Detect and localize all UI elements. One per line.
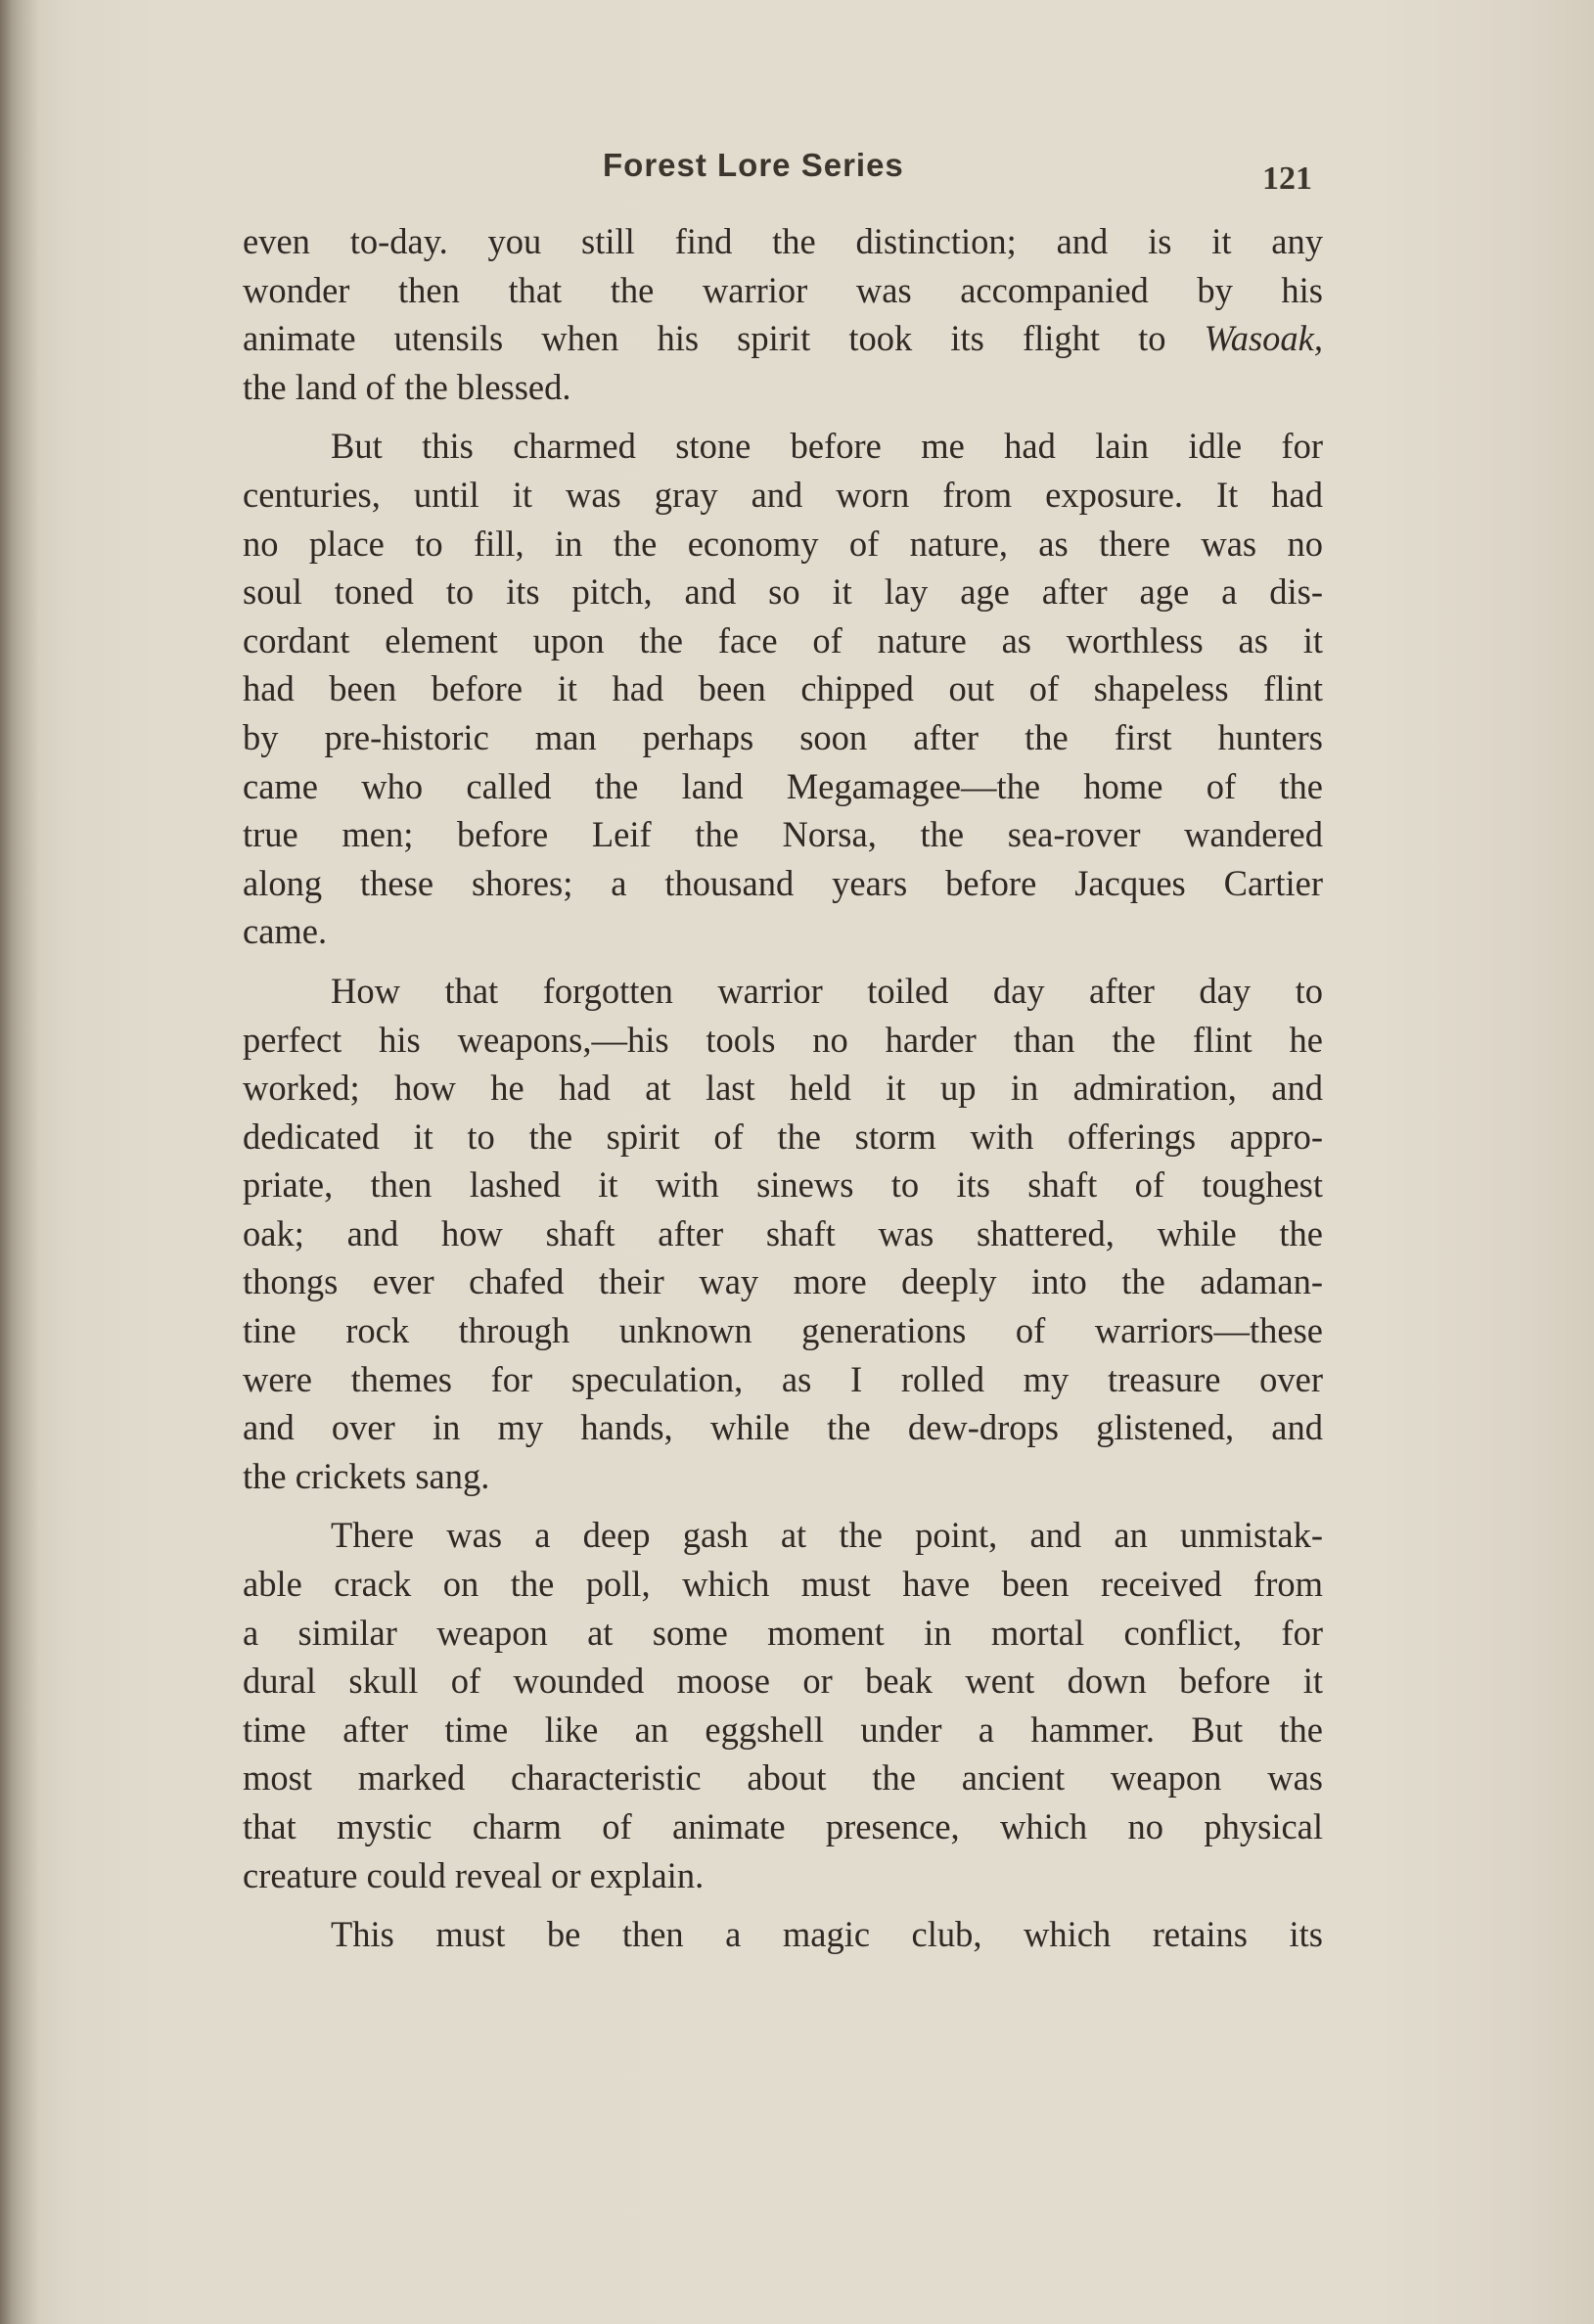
text-line: priate, then lashed it with sinews to its shaft of toughest bbox=[243, 1164, 1323, 1206]
text-line: and over in my hands, while the dew-drops glistened, and bbox=[243, 1407, 1323, 1448]
text-line: were themes for speculation, as I rolled my treasure over bbox=[243, 1358, 1323, 1399]
text-line: a similar weapon at some moment in mortal conflict, for bbox=[243, 1612, 1323, 1653]
text-line: came. bbox=[243, 911, 328, 952]
text-line: This must be then a magic club, which retains its bbox=[331, 1914, 1323, 1955]
text-line: had been before it had been chipped out of shapeless flint bbox=[243, 668, 1323, 709]
paragraph-5 bbox=[243, 1910, 1323, 1959]
text-line: creature could reveal or explain. bbox=[243, 1854, 705, 1895]
text-line: centuries, until it was gray and worn from exposure. It had bbox=[243, 474, 1323, 515]
italic-word: Wasoak, bbox=[1204, 318, 1324, 359]
text-line: thongs ever chafed their way more deeply into the adaman- bbox=[243, 1261, 1323, 1302]
text-line: even to-day. you still find the distinction; and is it any bbox=[243, 221, 1323, 261]
text-line-segment: animate utensils when his spirit took its flight to bbox=[243, 318, 1166, 359]
running-head: Forest Lore Series bbox=[603, 147, 904, 183]
text-line: tine rock through unknown generations of warriors—these bbox=[243, 1310, 1323, 1351]
paragraph-1 bbox=[243, 217, 1323, 411]
text-line: But this charmed stone before me had lain idle for bbox=[331, 426, 1323, 467]
text-line: dedicated it to the spirit of the storm with offerings appro- bbox=[243, 1116, 1323, 1157]
paragraph-4 bbox=[243, 1511, 1323, 1899]
text-line: perfect his weapons,—his tools no harder than the flint he bbox=[243, 1019, 1323, 1060]
text-line: wonder then that the warrior was accompanied by his bbox=[243, 269, 1323, 310]
text-line: dural skull of wounded moose or beak went down before it bbox=[243, 1661, 1323, 1702]
text-line: able crack on the poll, which must have been received from bbox=[243, 1564, 1323, 1605]
text-line: came who called the land Megamagee—the home of the bbox=[243, 765, 1323, 806]
text-line: soul toned to its pitch, and so it lay age after age a dis- bbox=[243, 571, 1323, 613]
text-line: the land of the blessed. bbox=[243, 366, 571, 407]
text-line: cordant element upon the face of nature as worthless as it bbox=[243, 619, 1323, 661]
text-line: the crickets sang. bbox=[243, 1455, 490, 1496]
paragraph-3 bbox=[243, 967, 1323, 1501]
text-line: most marked characteristic about the ancient weapon was bbox=[243, 1757, 1323, 1799]
text-line: time after time like an eggshell under a hammer. But the bbox=[243, 1709, 1323, 1750]
text-line: worked; how he had at last held it up in admiration, and bbox=[243, 1068, 1323, 1109]
body-text bbox=[243, 217, 1323, 1970]
text-line: that mystic charm of animate presence, which no physical bbox=[243, 1806, 1323, 1846]
page-binding-shadow bbox=[0, 0, 39, 2324]
text-line: oak; and how shaft after shaft was shattered, while the bbox=[243, 1212, 1323, 1253]
text-line bbox=[243, 314, 1323, 363]
text-line: by pre-historic man perhaps soon after the first hunters bbox=[243, 716, 1323, 757]
text-line: no place to fill, in the economy of nature, as there was no bbox=[243, 523, 1323, 564]
text-line: true men; before Leif the Norsa, the sea-rover wandered bbox=[243, 814, 1323, 855]
text-line: There was a deep gash at the point, and an unmistak- bbox=[331, 1515, 1323, 1556]
page-number: 121 bbox=[1262, 160, 1312, 197]
text-line: How that forgotten warrior toiled day after day to bbox=[331, 970, 1323, 1011]
text-line: along these shores; a thousand years before Jacques Cartier bbox=[243, 862, 1323, 903]
paragraph-2 bbox=[243, 422, 1323, 956]
